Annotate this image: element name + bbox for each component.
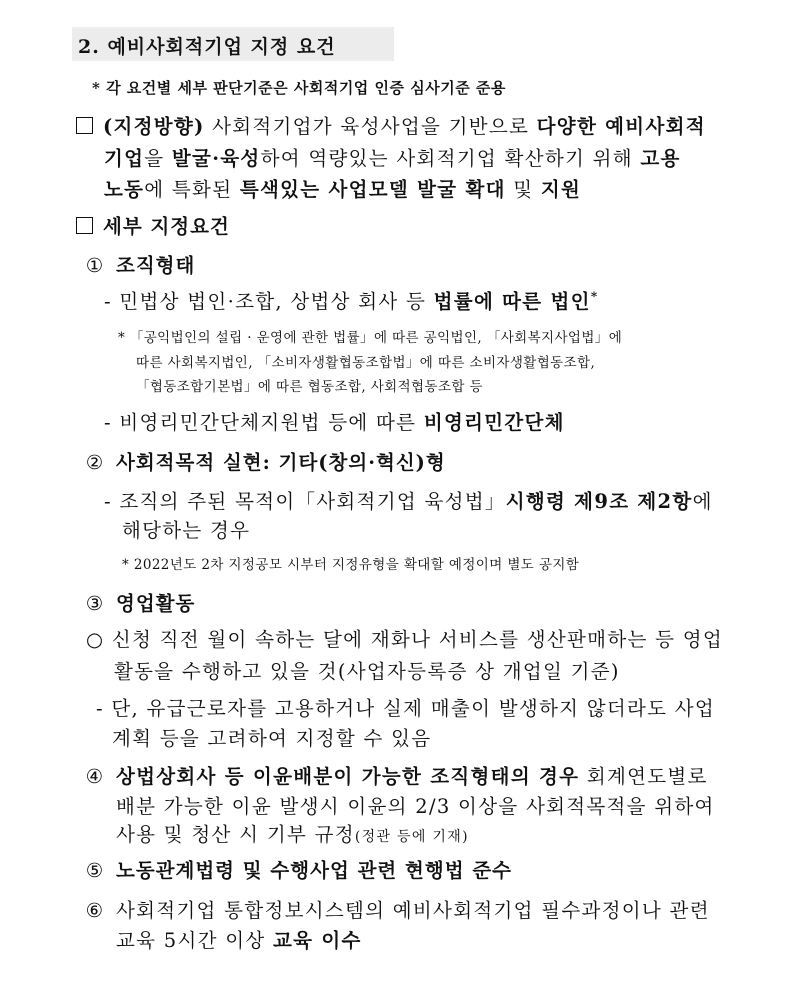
section-1-footnote-3: 「협동조합기본법」에 따른 협동조합, 사회적협동조합 등: [136, 379, 483, 395]
section-1-bullet-2: - 비영리민간단체지원법 등에 따른 비영리민간단체: [104, 411, 565, 434]
section-3-heading: ③ 영업활동: [85, 592, 196, 615]
section-title: 2. 예비사회적기업 지정 요건: [78, 36, 336, 58]
section-1-heading: ① 조직형태: [85, 254, 196, 277]
section-1-footnote-1: * 「공익법인의 설립 · 운영에 관한 법률」에 따른 공익법인, 「사회복지사업법」에: [118, 330, 623, 346]
section-6-line-2: 교육 5시간 이상 교육 이수: [116, 929, 362, 952]
section-3-dash-line-2: 계획 등을 고려하여 지정할 수 있음: [112, 727, 432, 750]
section-2-heading: ② 사회적목적 실현: 기타(창의·혁신)형: [85, 451, 446, 474]
direction-line-3: 노동에 특화된 특색있는 사업모델 발굴 확대 및 지원: [104, 178, 582, 201]
direction-line-1: (지정방향) 사회적기업가 육성사업을 기반으로 다양한 예비사회적: [76, 111, 706, 139]
checkbox-square-icon: [76, 217, 93, 234]
checkbox-square-icon: [76, 117, 93, 134]
section-3-item-line-2: 활동을 수행하고 있을 것(사업자등록증 상 개업일 기준): [114, 660, 620, 683]
section-6-line-1: ⑥ 사회적기업 통합정보시스템의 예비사회적기업 필수과정이나 관련: [85, 899, 710, 922]
section-2-bullet-1: - 조직의 주된 목적이「사회적기업 육성법」시행령 제9조 제2항에: [104, 490, 713, 513]
note-line: * 각 요건별 세부 판단기준은 사회적기업 인증 심사기준 준용: [92, 79, 506, 97]
section-4-line-3: 사용 및 청산 시 기부 규정(정관 등에 기재): [116, 823, 469, 846]
section-3-item-line-1: ○ 신청 직전 월이 속하는 달에 재화나 서비스를 생산판매하는 등 영업: [86, 628, 723, 651]
section-4-line-1: ④ 상법상회사 등 이윤배분이 가능한 조직형태의 경우 회계연도별로: [85, 765, 708, 788]
section-1-bullet-1: - 민법상 법인·조합, 상법상 회사 등 법률에 따른 법인*: [104, 289, 599, 313]
section-5-heading: ⑤ 노동관계법령 및 수행사업 관련 현행법 준수: [85, 859, 513, 882]
section-2-bullet-1-cont: 해당하는 경우: [122, 519, 251, 542]
section-4-line-2: 배분 가능한 이윤 발생시 이윤의 2/3 이상을 사회적목적을 위하여: [116, 795, 715, 818]
direction-line-2: 기업을 발굴·육성하여 역량있는 사회적기업 확산하기 위해 고용: [104, 147, 681, 170]
details-heading: 세부 지정요건: [76, 211, 230, 239]
section-2-footnote: * 2022년도 2차 지정공모 시부터 지정유형을 확대할 예정이며 별도 공지함: [122, 557, 580, 573]
section-1-footnote-2: 따른 사회복지법인, 「소비자생활협동조합법」에 따른 소비자생활협동조합,: [136, 355, 596, 371]
section-3-dash-line-1: - 단, 유급근로자를 고용하거나 실제 매출이 발생하지 않더라도 사업: [96, 697, 716, 720]
